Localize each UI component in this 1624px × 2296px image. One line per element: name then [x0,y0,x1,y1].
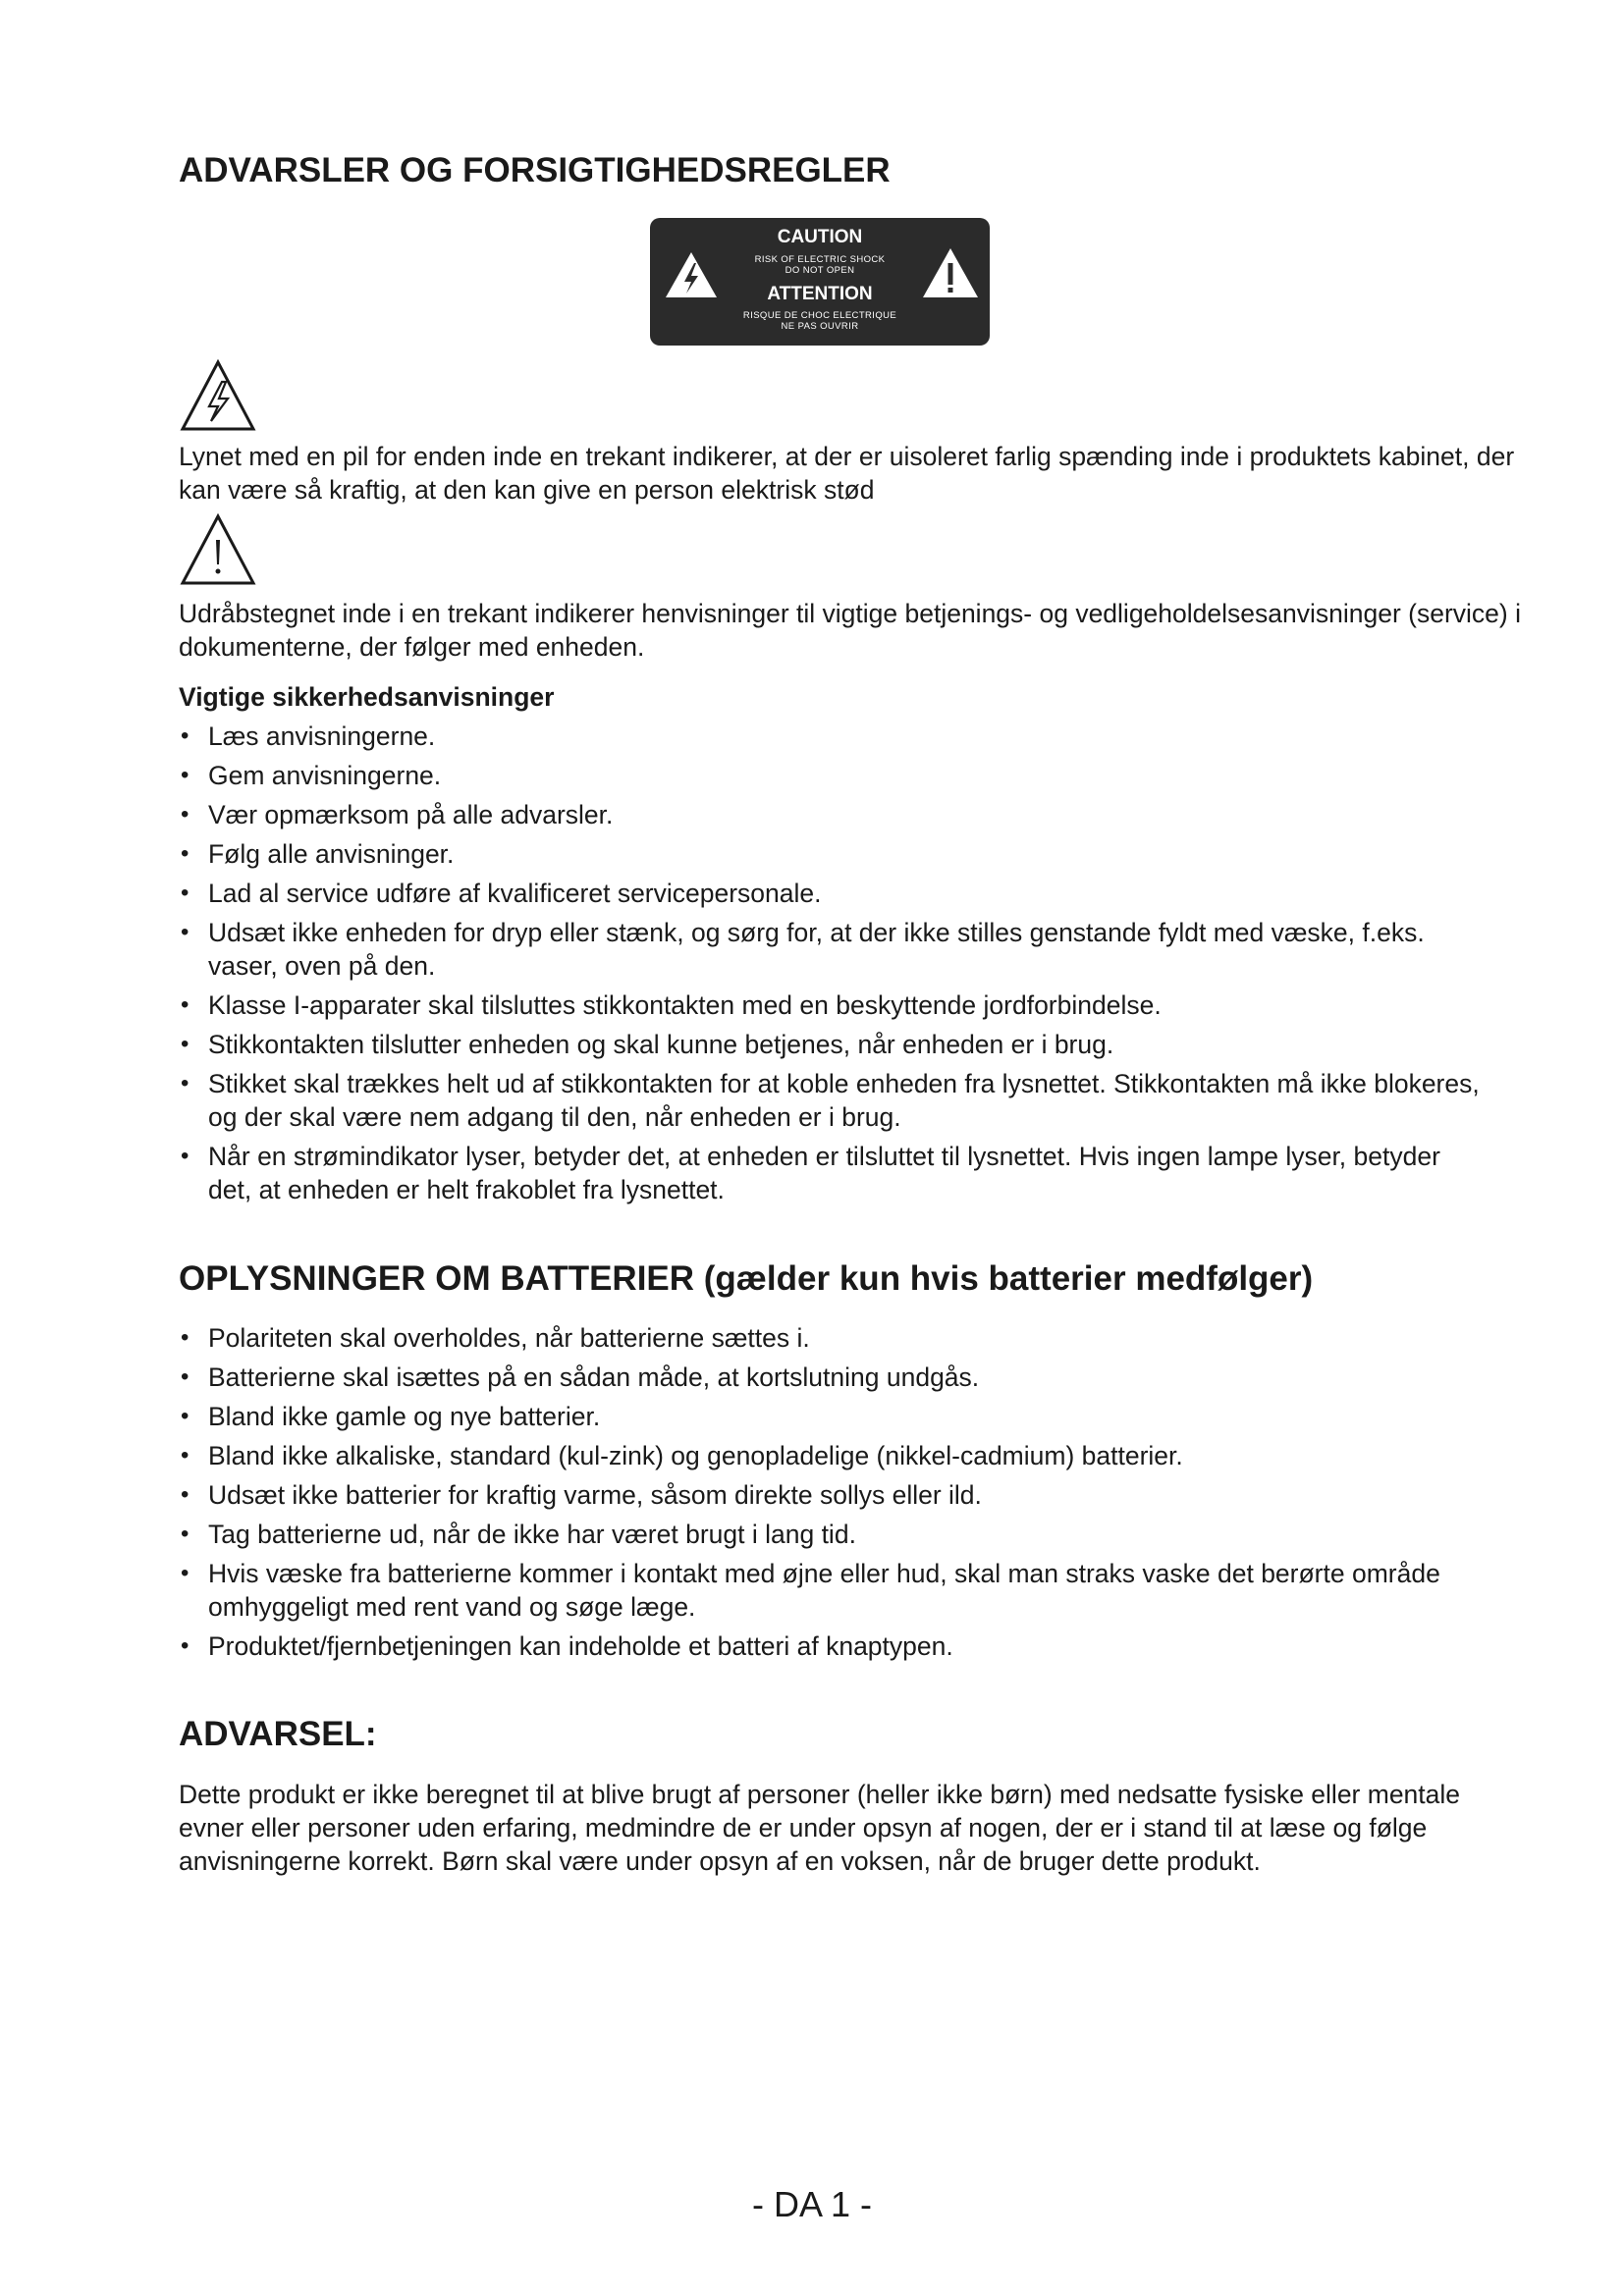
safety-item: • Når en strømindikator lyser, betyder det, at enheden er tilsluttet til lysnettet. Hvis ingen lampe lyser, betyder det, at enheden er helt frakoblet fra lysnettet. [179,1140,1485,1206]
safety-item: • Udsæt ikke enheden for dryp eller stænk, og sørg for, at der ikke stilles genstande fyldt med væske, f.eks. vaser, oven på den. [179,916,1485,983]
safety-heading: Vigtige sikkerhedsanvisninger [179,682,555,712]
battery-list [179,1321,1485,1669]
safety-item: • Gem anvisningerne. [179,759,1485,792]
section-heading-batteries: OPLYSNINGER OM BATTERIER (gælder kun hvis batterier medfølger) [179,1259,1314,1298]
safety-item: • Stikket skal trækkes helt ud af stikkontakten for at koble enheden fra lysnettet. Stikkontakten må ikke blokeres, og der skal være nem adgang til den, når enheden er i brug. [179,1067,1485,1134]
battery-item: • Hvis væske fra batterierne kommer i kontakt med øjne eller hud, skal man straks vaske det berørte område omhyggeligt med rent vand og søge læge. [179,1557,1485,1624]
caution-title: CAUTION [777,227,863,247]
battery-item: • Polariteten skal overholdes, når batterierne sættes i. [179,1321,1485,1355]
caution-line-3: DO NOT OPEN [785,265,855,276]
safety-item: • Følg alle anvisninger. [179,837,1485,871]
attention-line-3: NE PAS OUVRIR [781,321,859,332]
section-heading-warning: ADVARSEL: [179,1715,377,1753]
battery-item: • Batterierne skal isættes på en sådan måde, at kortslutning undgås. [179,1361,1485,1394]
lightning-triangle-icon [179,358,257,433]
battery-item: • Bland ikke alkaliske, standard (kul-zink) og genopladelige (nikkel-cadmium) batterier. [179,1439,1485,1472]
safety-item: • Stikkontakten tilslutter enheden og skal kunne betjenes, når enheden er i brug. [179,1028,1485,1061]
attention-title: ATTENTION [767,284,873,304]
caution-label [650,218,990,346]
warning-paragraph: Dette produkt er ikke beregnet til at blive brugt af personer (heller ikke børn) med nedsatte fysiske eller mentale evner eller personer uden erfaring, medmindre de er under opsyn af nogen, der er i stand til at læse og følge anvisningerne korrekt. Børn skal være under opsyn af en voksen, når de bruger dette produkt. [179,1780,1461,1876]
caution-line-2: RISK OF ELECTRIC SHOCK [754,254,886,265]
battery-item: • Produktet/fjernbetjeningen kan indeholde et batteri af knaptypen. [179,1629,1485,1663]
battery-item: • Udsæt ikke batterier for kraftig varme, såsom direkte sollys eller ild. [179,1478,1485,1512]
safety-item: • Vær opmærksom på alle advarsler. [179,798,1485,831]
safety-item: • Læs anvisningerne. [179,720,1485,753]
safety-item: • Lad al service udføre af kvalificeret servicepersonale. [179,877,1485,910]
battery-item: • Tag batterierne ud, når de ikke har været brugt i lang tid. [179,1518,1485,1551]
safety-item: • Klasse I-apparater skal tilsluttes stikkontakten med en beskyttende jordforbindelse. [179,988,1485,1022]
lightning-description: Lynet med en pil for enden inde en trekant indikerer, at der er uisoleret farlig spænding inde i produktets kabinet, der kan være så kraftig, at den kan give en person elektrisk stød [179,442,1515,505]
page-number: - DA 1 - [751,2184,873,2224]
exclamation-triangle-icon [179,512,257,587]
section-heading-warnings: ADVARSLER OG FORSIGTIGHEDSREGLER [179,151,891,189]
safety-list [179,720,1485,1212]
attention-line-2: RISQUE DE CHOC ELECTRIQUE [742,310,897,321]
battery-item: • Bland ikke gamle og nye batterier. [179,1400,1485,1433]
exclamation-description: Udråbstegnet inde i en trekant indikerer henvisninger til vigtige betjenings- og vedligeholdelsesanvisninger (service) i dokumenterne, der følger med enheden. [179,599,1521,662]
